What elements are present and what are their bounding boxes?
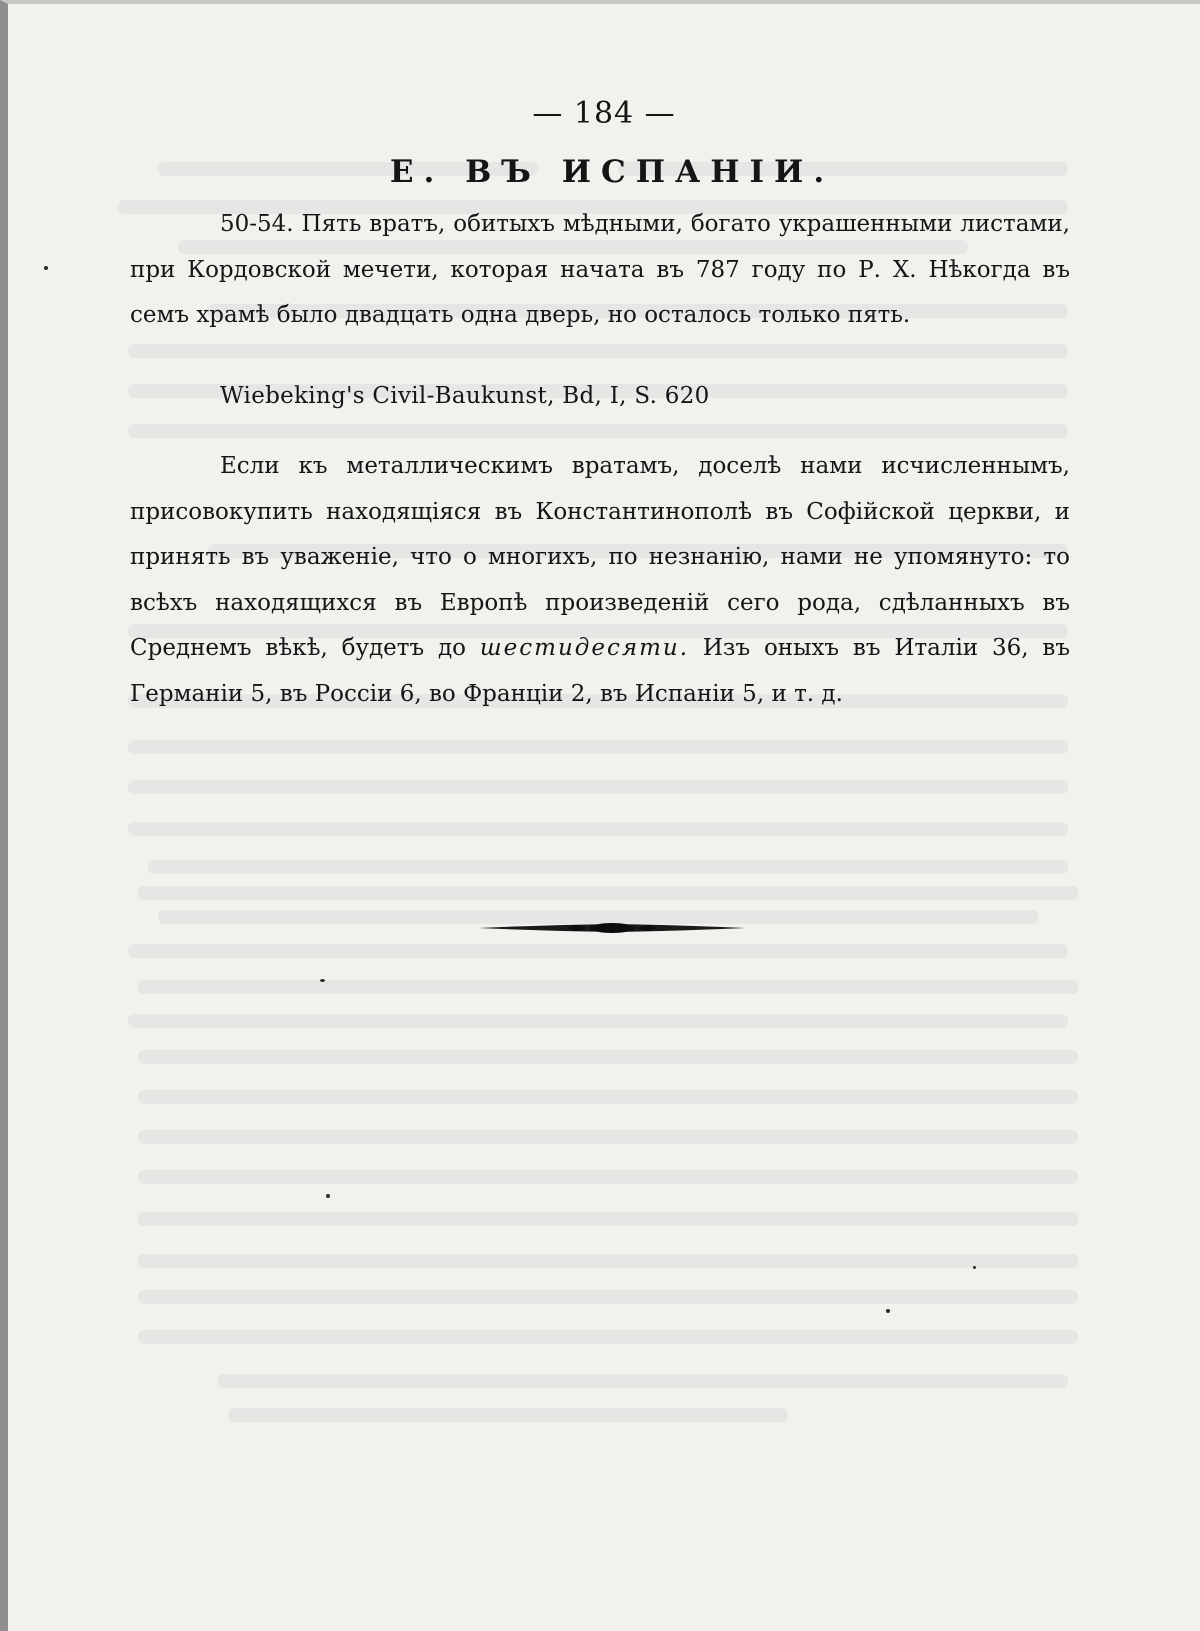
citation: Wiebeking's Civil-Baukunst, Bd, I, S. 620 [220, 383, 710, 409]
body-text-end: Изъ оныхъ въ Италіи 36, въ Германіи 5, въ Россіи 6, во Франціи 2, въ Испаніи 5, и т. д. [130, 635, 1070, 707]
body-paragraph [130, 444, 1070, 717]
body-text-start: Если къ металлическимъ вратамъ, доселѣ нами исчисленнымъ, присовокупить находящіяся въ Константинополѣ въ Софійской церкви, и принять въ уваженіе, что о многихъ, по незнанію, нами не упомянуто: то всѣхъ находящихся въ Европѣ произведеній сего рода, сдѣланныхъ въ Среднемъ вѣкѣ, будетъ до [130, 453, 1070, 661]
ink-speck [320, 979, 325, 982]
ornamental-divider [476, 918, 748, 938]
ink-speck [973, 1266, 976, 1269]
entry-number: 50-54. [220, 211, 294, 237]
ink-speck [886, 1309, 890, 1313]
entry-text: Пять вратъ, обитыхъ мѣдными, богато украшенными листами, при Кордовской мечети, которая начата въ 787 году по Р. Х. Нѣкогда въ семъ храмѣ было двадцать одна дверь, но осталось только пять. [130, 211, 1070, 328]
page-number: — 184 — [532, 96, 676, 131]
ink-speck [44, 266, 48, 270]
body-emphasis: шестидесяти. [479, 635, 690, 661]
entry-paragraph [130, 202, 1070, 339]
ink-speck [326, 1194, 330, 1198]
section-title: Е. ВЪ ИСПАНІИ. [389, 154, 835, 190]
